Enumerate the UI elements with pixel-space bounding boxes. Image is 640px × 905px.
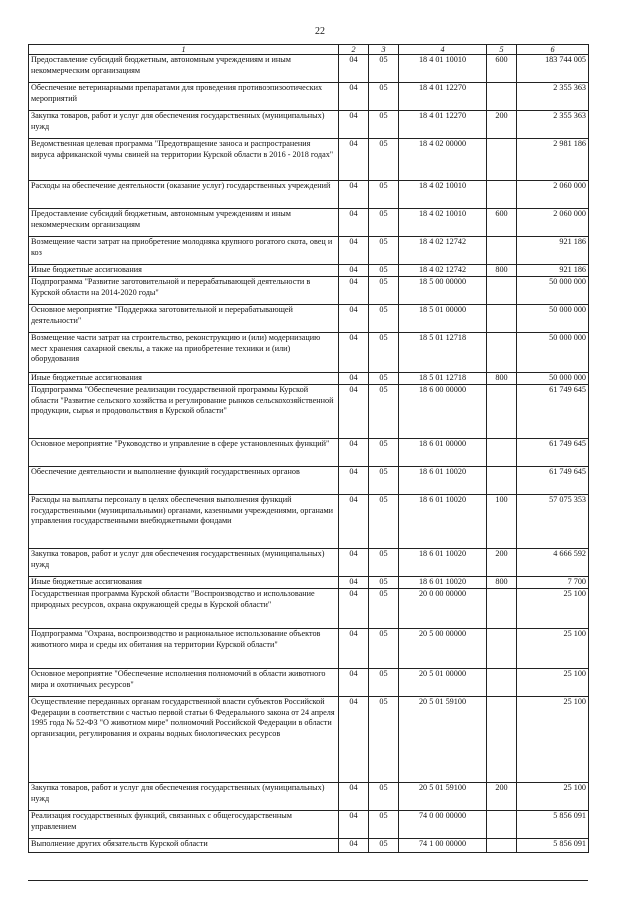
table-row — [29, 111, 589, 139]
cell-amount: 25 100 — [517, 669, 589, 697]
cell-section: 04 — [339, 495, 369, 549]
cell-amount: 2 355 363 — [517, 111, 589, 139]
table-row — [29, 839, 589, 853]
cell-section: 04 — [339, 209, 369, 237]
cell-amount: 25 100 — [517, 629, 589, 669]
table-row — [29, 629, 589, 669]
bottom-rule — [28, 880, 588, 881]
cell-amount: 5 856 091 — [517, 811, 589, 839]
cell-subsection: 05 — [369, 139, 399, 181]
cell-name: Расходы на выплаты персоналу в целях обеспечения выполнения функций государственными (муниципальными) органами, казенными учреждениями, органами управления государственными внебюджетными фондами — [29, 495, 339, 549]
cell-amount: 61 749 645 — [517, 439, 589, 467]
table-row — [29, 589, 589, 629]
header-cell-subsection: 3 — [369, 45, 399, 55]
cell-section: 04 — [339, 181, 369, 209]
table-row — [29, 697, 589, 783]
cell-amount: 921 186 — [517, 237, 589, 265]
cell-target-article: 18 5 01 12718 — [399, 333, 487, 373]
cell-name: Возмещение части затрат на приобретение молодняка крупного рогатого скота, овец и коз — [29, 237, 339, 265]
cell-subsection: 05 — [369, 277, 399, 305]
table-row — [29, 83, 589, 111]
table-row — [29, 181, 589, 209]
table-row — [29, 55, 589, 83]
table-row — [29, 811, 589, 839]
cell-expense-type: 100 — [487, 495, 517, 549]
cell-amount: 61 749 645 — [517, 385, 589, 439]
cell-amount: 61 749 645 — [517, 467, 589, 495]
cell-name: Основное мероприятие "Руководство и управление в сфере установленных функций" — [29, 439, 339, 467]
cell-target-article: 20 5 00 00000 — [399, 629, 487, 669]
cell-amount: 2 060 000 — [517, 209, 589, 237]
table-row — [29, 237, 589, 265]
cell-amount: 50 000 000 — [517, 333, 589, 373]
cell-subsection: 05 — [369, 629, 399, 669]
cell-subsection: 05 — [369, 495, 399, 549]
cell-section: 04 — [339, 669, 369, 697]
cell-section: 04 — [339, 55, 369, 83]
cell-target-article: 18 5 01 00000 — [399, 305, 487, 333]
cell-amount: 921 186 — [517, 265, 589, 277]
cell-subsection: 05 — [369, 55, 399, 83]
cell-name: Ведомственная целевая программа "Предотвращение заноса и распространения вируса африканской чумы свиней на территории Курской области в 2016 - 2018 годах" — [29, 139, 339, 181]
cell-section: 04 — [339, 333, 369, 373]
cell-target-article: 18 4 02 12742 — [399, 237, 487, 265]
cell-target-article: 18 6 00 00000 — [399, 385, 487, 439]
cell-expense-type — [487, 697, 517, 783]
cell-subsection: 05 — [369, 265, 399, 277]
cell-expense-type — [487, 83, 517, 111]
cell-amount: 25 100 — [517, 589, 589, 629]
cell-target-article: 18 6 01 10020 — [399, 577, 487, 589]
cell-subsection: 05 — [369, 237, 399, 265]
cell-amount: 50 000 000 — [517, 373, 589, 385]
cell-target-article: 18 4 02 10010 — [399, 209, 487, 237]
cell-target-article: 18 4 01 12270 — [399, 111, 487, 139]
cell-amount: 5 856 091 — [517, 839, 589, 853]
header-cell-section: 2 — [339, 45, 369, 55]
budget-table — [28, 44, 589, 853]
header-row — [29, 45, 589, 55]
cell-expense-type — [487, 629, 517, 669]
cell-subsection: 05 — [369, 467, 399, 495]
cell-subsection: 05 — [369, 839, 399, 853]
table-row — [29, 385, 589, 439]
cell-target-article: 18 6 01 10020 — [399, 549, 487, 577]
cell-expense-type — [487, 333, 517, 373]
cell-expense-type — [487, 277, 517, 305]
cell-target-article: 20 0 00 00000 — [399, 589, 487, 629]
cell-expense-type — [487, 467, 517, 495]
cell-section: 04 — [339, 373, 369, 385]
cell-amount: 57 075 353 — [517, 495, 589, 549]
cell-name: Выполнение других обязательств Курской области — [29, 839, 339, 853]
cell-section: 04 — [339, 305, 369, 333]
cell-expense-type — [487, 669, 517, 697]
cell-subsection: 05 — [369, 439, 399, 467]
cell-name: Расходы на обеспечение деятельности (оказание услуг) государственных учреждений — [29, 181, 339, 209]
cell-expense-type — [487, 589, 517, 629]
cell-amount: 50 000 000 — [517, 305, 589, 333]
cell-section: 04 — [339, 385, 369, 439]
cell-expense-type — [487, 811, 517, 839]
cell-target-article: 18 6 01 10020 — [399, 495, 487, 549]
cell-section: 04 — [339, 277, 369, 305]
cell-section: 04 — [339, 839, 369, 853]
cell-subsection: 05 — [369, 811, 399, 839]
cell-name: Подпрограмма "Охрана, воспроизводство и рациональное использование объектов животного мира и среды их обитания на территории Курской области" — [29, 629, 339, 669]
header-cell-amount: 6 — [517, 45, 589, 55]
cell-subsection: 05 — [369, 589, 399, 629]
cell-name: Иные бюджетные ассигнования — [29, 265, 339, 277]
cell-name: Подпрограмма "Обеспечение реализации государственной программы Курской области "Развитие сельского хозяйства и регулирование рынков сельскохозяйственной продукции, сырья и продовольствия в Курской области" — [29, 385, 339, 439]
cell-subsection: 05 — [369, 373, 399, 385]
cell-subsection: 05 — [369, 181, 399, 209]
cell-amount: 50 000 000 — [517, 277, 589, 305]
cell-target-article: 18 4 02 00000 — [399, 139, 487, 181]
cell-subsection: 05 — [369, 577, 399, 589]
cell-expense-type — [487, 181, 517, 209]
cell-subsection: 05 — [369, 385, 399, 439]
page-number: 22 — [315, 26, 325, 37]
cell-expense-type: 600 — [487, 209, 517, 237]
table-row — [29, 783, 589, 811]
cell-amount: 2 060 000 — [517, 181, 589, 209]
cell-amount: 4 666 592 — [517, 549, 589, 577]
cell-name: Реализация государственных функций, связанных с общегосударственным управлением — [29, 811, 339, 839]
cell-section: 04 — [339, 467, 369, 495]
cell-subsection: 05 — [369, 111, 399, 139]
table-row — [29, 495, 589, 549]
cell-expense-type — [487, 139, 517, 181]
cell-name: Предоставление субсидий бюджетным, автономным учреждениям и иным некоммерческим организациям — [29, 55, 339, 83]
cell-name: Закупка товаров, работ и услуг для обеспечения государственных (муниципальных) нужд — [29, 111, 339, 139]
cell-section: 04 — [339, 577, 369, 589]
cell-name: Подпрограмма "Развитие заготовительной и перерабатывающей деятельности в Курской области на 2014-2020 годы" — [29, 277, 339, 305]
cell-target-article: 18 4 01 12270 — [399, 83, 487, 111]
cell-expense-type — [487, 439, 517, 467]
cell-expense-type: 200 — [487, 549, 517, 577]
cell-subsection: 05 — [369, 333, 399, 373]
cell-expense-type: 800 — [487, 373, 517, 385]
cell-amount: 25 100 — [517, 783, 589, 811]
table-row — [29, 373, 589, 385]
cell-name: Закупка товаров, работ и услуг для обеспечения государственных (муниципальных) нужд — [29, 549, 339, 577]
cell-section: 04 — [339, 811, 369, 839]
cell-target-article: 74 0 00 00000 — [399, 811, 487, 839]
cell-name: Возмещение части затрат на строительство, реконструкцию и (или) модернизацию мест хранения сахарной свеклы, а также на приобретение техники и (или) оборудования — [29, 333, 339, 373]
cell-subsection: 05 — [369, 549, 399, 577]
cell-expense-type — [487, 839, 517, 853]
cell-section: 04 — [339, 697, 369, 783]
cell-expense-type — [487, 237, 517, 265]
table-row — [29, 549, 589, 577]
cell-subsection: 05 — [369, 305, 399, 333]
cell-amount: 2 981 186 — [517, 139, 589, 181]
cell-expense-type — [487, 305, 517, 333]
table-row — [29, 577, 589, 589]
table-row — [29, 265, 589, 277]
table-row — [29, 209, 589, 237]
cell-expense-type: 800 — [487, 577, 517, 589]
cell-target-article: 18 5 01 12718 — [399, 373, 487, 385]
cell-expense-type: 600 — [487, 55, 517, 83]
cell-name: Обеспечение ветеринарными препаратами для проведения противоэпизоотических мероприятий — [29, 83, 339, 111]
cell-target-article: 18 5 00 00000 — [399, 277, 487, 305]
cell-target-article: 18 6 01 10020 — [399, 467, 487, 495]
table-row — [29, 669, 589, 697]
cell-section: 04 — [339, 265, 369, 277]
cell-name: Иные бюджетные ассигнования — [29, 577, 339, 589]
cell-section: 04 — [339, 629, 369, 669]
cell-expense-type — [487, 385, 517, 439]
cell-name: Закупка товаров, работ и услуг для обеспечения государственных (муниципальных) нужд — [29, 783, 339, 811]
cell-section: 04 — [339, 139, 369, 181]
table-row — [29, 139, 589, 181]
cell-section: 04 — [339, 589, 369, 629]
cell-target-article: 18 4 02 12742 — [399, 265, 487, 277]
cell-section: 04 — [339, 111, 369, 139]
cell-name: Предоставление субсидий бюджетным, автономным учреждениям и иным некоммерческим организациям — [29, 209, 339, 237]
table-row — [29, 277, 589, 305]
cell-name: Обеспечение деятельности и выполнение функций государственных органов — [29, 467, 339, 495]
table-row — [29, 439, 589, 467]
cell-subsection: 05 — [369, 697, 399, 783]
cell-section: 04 — [339, 83, 369, 111]
cell-target-article: 18 6 01 00000 — [399, 439, 487, 467]
cell-name: Государственная программа Курской области "Воспроизводство и использование природных ресурсов, охрана окружающей среды в Курской области" — [29, 589, 339, 629]
cell-section: 04 — [339, 783, 369, 811]
header-cell-name: 1 — [29, 45, 339, 55]
cell-target-article: 18 4 01 10010 — [399, 55, 487, 83]
cell-amount: 183 744 005 — [517, 55, 589, 83]
cell-amount: 25 100 — [517, 697, 589, 783]
cell-amount: 7 700 — [517, 577, 589, 589]
cell-subsection: 05 — [369, 783, 399, 811]
cell-section: 04 — [339, 549, 369, 577]
cell-expense-type: 200 — [487, 111, 517, 139]
cell-amount: 2 355 363 — [517, 83, 589, 111]
cell-section: 04 — [339, 237, 369, 265]
cell-name: Основное мероприятие "Обеспечение исполнения полномочий в области животного мира и охотничьих ресурсов" — [29, 669, 339, 697]
cell-target-article: 20 5 01 59100 — [399, 783, 487, 811]
cell-target-article: 20 5 01 00000 — [399, 669, 487, 697]
table-row — [29, 333, 589, 373]
cell-name: Осуществление переданных органам государственной власти субъектов Российской Федерации в соответствии с частью первой статьи 6 Федерального закона от 24 апреля 1995 года № 52-ФЗ "О животном мире" полномочий Российской Федерации в области организации, регулирования и охраны водных биологических ресурсов — [29, 697, 339, 783]
cell-expense-type: 200 — [487, 783, 517, 811]
cell-name: Основное мероприятие "Поддержка заготовительной и перерабатывающей деятельности" — [29, 305, 339, 333]
header-cell-target-article: 4 — [399, 45, 487, 55]
table-row — [29, 467, 589, 495]
cell-expense-type: 800 — [487, 265, 517, 277]
cell-target-article: 18 4 02 10010 — [399, 181, 487, 209]
cell-subsection: 05 — [369, 669, 399, 697]
cell-target-article: 20 5 01 59100 — [399, 697, 487, 783]
table-row — [29, 305, 589, 333]
header-cell-expense-type: 5 — [487, 45, 517, 55]
cell-subsection: 05 — [369, 209, 399, 237]
cell-target-article: 74 1 00 00000 — [399, 839, 487, 853]
cell-name: Иные бюджетные ассигнования — [29, 373, 339, 385]
cell-section: 04 — [339, 439, 369, 467]
cell-subsection: 05 — [369, 83, 399, 111]
